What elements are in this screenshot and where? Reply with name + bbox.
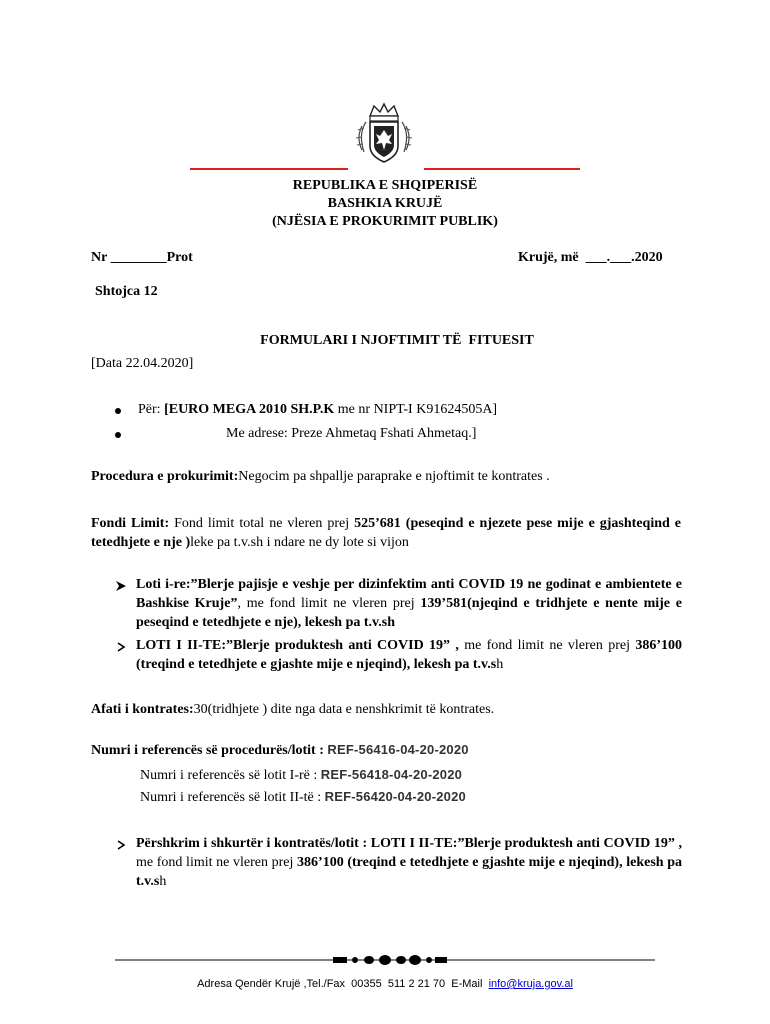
recipient-line bbox=[138, 402, 497, 418]
header-unit: (NJËSIA E PROKURIMIT PUBLIK) bbox=[272, 214, 498, 229]
reference-lot-1 bbox=[140, 767, 462, 784]
reference-main-value: REF-56416-04-20-2020 bbox=[327, 742, 469, 757]
coat-of-arms-emblem bbox=[340, 100, 428, 166]
arrow-bullet-icon bbox=[116, 840, 126, 850]
lot-1-text: , me fond limit ne vleren prej bbox=[237, 596, 421, 611]
fund-text-end: leke pa t.v.sh i ndare ne dy lote si vijon bbox=[190, 535, 409, 550]
header-republic: REPUBLIKA E SHQIPERISË bbox=[292, 178, 478, 193]
reference-main bbox=[91, 742, 469, 759]
footer-address: Adresa Qendër Krujë ,Tel./Fax 00355 511 2 21 70 E-Mail bbox=[197, 978, 489, 990]
procedure-value: Negocim pa shpallje paraprake e njoftimit te kontrates . bbox=[238, 469, 550, 484]
recipient-nipt: me nr NIPT-I K91624505A] bbox=[334, 402, 498, 417]
lot-2-item bbox=[136, 636, 682, 674]
term-value: 30(tridhjete ) dite nga data e nenshkrimit të kontrates. bbox=[193, 702, 495, 717]
header-municipality: BASHKIA KRUJË bbox=[327, 196, 443, 211]
lot-2-end: h bbox=[496, 657, 504, 672]
reference-lot-2-label: Numri i referencës së lotit II-të : bbox=[140, 790, 325, 805]
header-red-line-left bbox=[190, 168, 348, 170]
contract-description bbox=[136, 834, 682, 891]
fund-label: Fondi Limit: bbox=[91, 516, 170, 531]
lot-2-amount: 386’100 (treqind e tetedhjete e gjashte mije e njeqind), lekesh pa t.v.s bbox=[136, 638, 682, 672]
reference-lot-1-value: REF-56418-04-20-2020 bbox=[320, 767, 463, 782]
place-date: Krujë, më ___.___.2020 bbox=[518, 250, 663, 265]
lot-2-text: me fond limit ne vleren prej bbox=[458, 638, 636, 653]
reference-lot-2 bbox=[140, 789, 466, 806]
description-amount: 386’100 (treqind e tetedhjete e gjashte mije e njeqind), lekesh pa t.v.s bbox=[136, 855, 682, 889]
description-text: me fond limit ne vleren prej bbox=[136, 855, 298, 870]
date-line: [Data 22.04.2020] bbox=[91, 356, 194, 371]
footer-contact bbox=[0, 978, 770, 990]
lot-1-item bbox=[136, 575, 682, 632]
bullet-icon bbox=[115, 408, 121, 414]
fund-amount: 525’681 (peseqind e njezete pese mije e gjashteqind e tetedhjete e nje ) bbox=[91, 516, 681, 550]
lot-1-amount: 139’581(njeqind e tridhjete e nente mije e peseqind e tetedhjete e nje), lekesh pa t.v.sh bbox=[136, 596, 682, 630]
arrow-bullet-icon bbox=[116, 642, 126, 652]
nr-prot: Nr ________Prot bbox=[91, 250, 193, 265]
term-label: Afati i kontrates: bbox=[91, 702, 194, 717]
for-label: Për: bbox=[138, 402, 165, 417]
procedure-label: Procedura e prokurimit: bbox=[91, 469, 239, 484]
bullet-icon bbox=[115, 432, 121, 438]
description-title: Përshkrim i shkurtër i kontratës/lotit : LOTI I II-TE:”Blerje produktesh anti COVID 19” , bbox=[136, 836, 682, 851]
recipient-company: [EURO MEGA 2010 SH.P.K bbox=[164, 402, 335, 417]
term-line bbox=[91, 702, 494, 718]
footer-ornament-divider bbox=[115, 952, 655, 968]
annex-label: Shtojca 12 bbox=[95, 284, 158, 299]
description-end: h bbox=[159, 874, 167, 889]
header-red-line-right bbox=[424, 168, 580, 170]
procedure-line bbox=[91, 469, 550, 485]
fund-text: Fond limit total ne vleren prej bbox=[169, 516, 355, 531]
reference-main-label: Numri i referencës së procedurës/lotit : bbox=[91, 743, 328, 758]
reference-lot-2-value: REF-56420-04-20-2020 bbox=[324, 789, 466, 804]
lot-2-title: LOTI I II-TE:”Blerje produktesh anti COVID 19” , bbox=[136, 638, 459, 653]
recipient-address: Me adrese: Preze Ahmetaq Fshati Ahmetaq.] bbox=[226, 426, 477, 441]
fund-paragraph bbox=[91, 514, 681, 552]
form-title: FORMULARI I NJOFTIMIT TË FITUESIT bbox=[260, 333, 534, 348]
reference-lot-1-label: Numri i referencës së lotit I-rë : bbox=[140, 768, 321, 783]
lot-1-title: Loti i-re:”Blerje pajisje e veshje per dizinfektim anti COVID 19 ne godinat e ambientete e Bashkise Kruje” bbox=[136, 577, 682, 611]
arrow-bullet-icon bbox=[115, 580, 127, 592]
footer-email-link[interactable]: info@kruja.gov.al bbox=[488, 978, 573, 990]
